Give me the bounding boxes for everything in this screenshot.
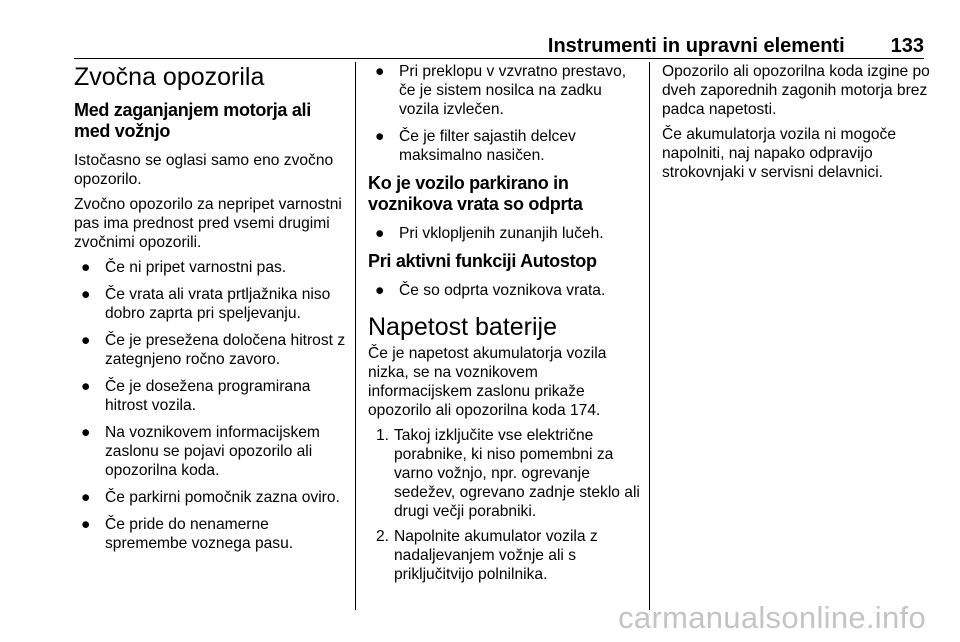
paragraph: Zvočno opozorilo za nepripet varnostni pas ima prednost pred vsemi drugimi zvočnimi opozorili. (74, 196, 342, 251)
watermark: carmanualsonline.info (618, 600, 926, 635)
subheading-autostop: Pri aktivni funkciji Autostop (368, 251, 597, 271)
bullet-icon: ● (81, 259, 91, 276)
list-item: ● Če parkirni pomočnik zazna oviro. (81, 489, 340, 506)
paragraph: Če akumulatorja vozila ni mogoče napolniti, naj napako odpravijo strokovnjaki v servisni delavnici. (662, 126, 897, 181)
numbered-list (368, 426, 640, 584)
list-item: 2. Napolnite akumulator vozila z nadaljevanjem vožnje ali s priključitvijo polnilnika. (376, 528, 598, 583)
list-item: ● Če so odprta voznikova vrata. (375, 282, 606, 299)
bullet-icon: ● (81, 286, 91, 303)
bullet-list (74, 258, 346, 553)
bullet-icon: ● (81, 489, 91, 506)
bullet-icon: ● (81, 516, 91, 533)
list-item: ● Če ni pripet varnostni pas. (81, 259, 287, 276)
list-item: ● Pri vklopljenih zunanjih lučeh. (375, 225, 604, 242)
column-divider-left (355, 62, 356, 610)
bullet-list (368, 62, 640, 165)
header-section-title: Instrumenti in upravni elementi (547, 35, 845, 57)
bullet-icon: ● (81, 424, 91, 441)
paragraph: Če je napetost akumulatorja vozila nizka, se na voznikovem informacijskem zaslonu prikaže opozorilo ali opozorilna koda 174. (368, 345, 607, 419)
paragraph: Opozorilo ali opozorilna koda izgine po dveh zaporednih zagonih motorja brez padca napetosti. (662, 63, 930, 118)
subheading-parked: Ko je vozilo parkirano in voznikova vrata so odprta (368, 173, 583, 214)
list-item: ● Na voznikovem informacijskem zaslonu se pojavi opozorilo ali opozorilna koda. (81, 424, 320, 479)
step-number: 1. (376, 427, 390, 444)
bullet-icon: ● (81, 332, 91, 349)
bullet-list (368, 224, 640, 243)
page-header (74, 28, 924, 58)
list-item: 1. Takoj izključite vse električne porabnike, ki niso pomembni za varno vožnjo, npr. ogrevanje sedežev, ogrevano zadnje steklo ali drugi večji porabniki. (376, 427, 640, 520)
list-item: ● Če je dosežena programirana hitrost vozila. (81, 378, 311, 414)
list-item: ● Če pride do nenamerne spremembe voznega pasu. (81, 516, 294, 552)
list-item: ● Če je presežena določena hitrost z zategnjeno ročno zavoro. (81, 332, 346, 368)
bullet-icon: ● (375, 225, 385, 242)
bullet-icon: ● (375, 128, 385, 145)
list-item: ● Pri preklopu v vzvratno prestavo, če je sistem nosilca na zadku vozila izvlečen. (375, 63, 627, 118)
column-1 (74, 62, 346, 561)
column-3 (662, 62, 932, 188)
list-item: ● Če je filter sajastih delcev maksimalno nasičen. (375, 128, 576, 164)
bullet-icon: ● (375, 282, 385, 299)
bullet-list (368, 281, 640, 300)
column-2 (368, 62, 640, 590)
section-title-audible-warnings: Zvočna opozorila (74, 63, 265, 91)
paragraph: Istočasno se oglasi samo eno zvočno opozorilo. (74, 152, 334, 188)
subheading-engine-start: Med zaganjanjem motorja ali med vožnjo (74, 100, 311, 141)
list-item: ● Če vrata ali vrata prtljažnika niso dobro zaprta pri speljevanju. (81, 286, 331, 322)
page-number: 133 (890, 35, 924, 57)
bullet-icon: ● (81, 378, 91, 395)
column-divider-right (649, 62, 650, 610)
bullet-icon: ● (375, 63, 385, 80)
step-number: 2. (376, 528, 390, 545)
section-title-battery-voltage: Napetost baterije (368, 313, 558, 341)
header-rule (74, 58, 924, 59)
